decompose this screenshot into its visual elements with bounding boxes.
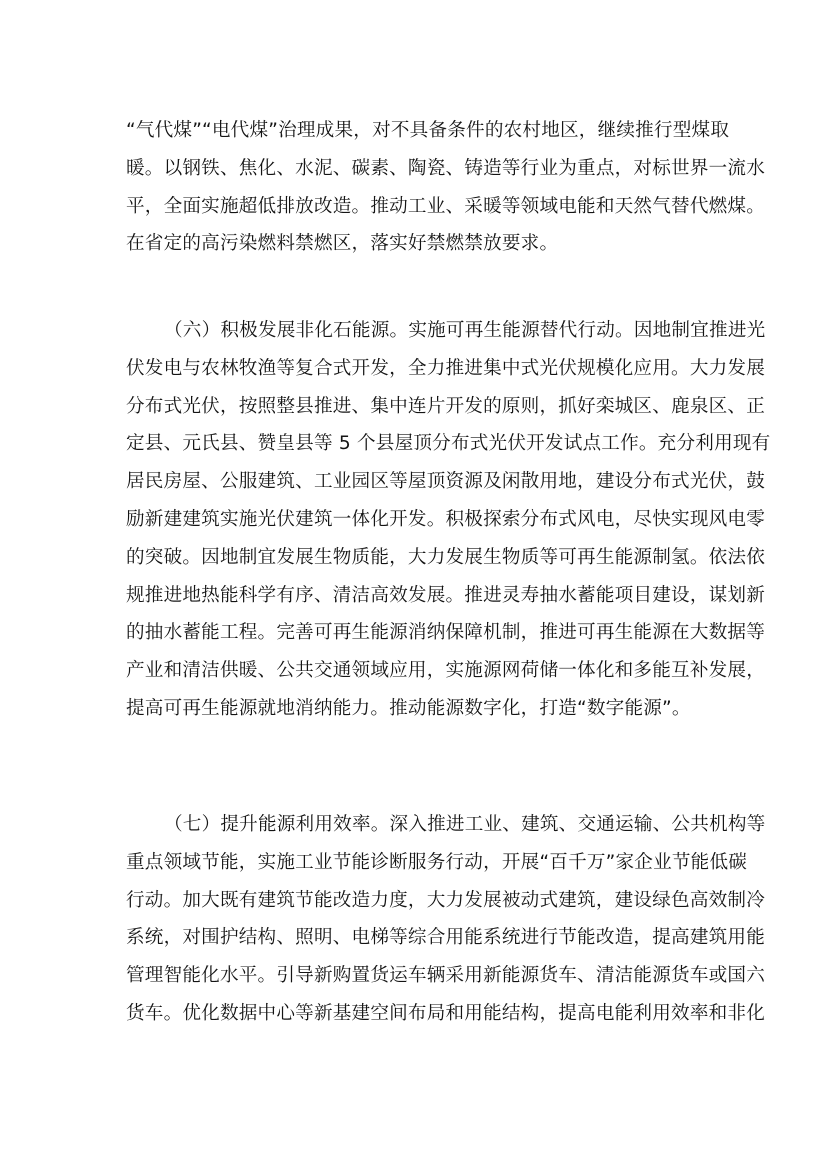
paragraph-coal-replacement [126,112,765,263]
text-line: 重点领域节能，实施工业节能诊断服务行动，开展“百千万”家企业节能低碳 [126,851,748,873]
text-line: 在省定的高污染燃料禁燃区，落实好禁燃禁放要求。 [126,233,559,255]
text-line: （六）积极发展非化石能源。实施可再生能源替代行动。因地制宜推进光 [164,320,766,341]
text-line: “气代煤”“电代煤”治理成果，对不具备条件的农村地区，继续推行型煤取 [126,120,730,141]
text-line: 的抽水蓄能工程。完善可再生能源消纳保障机制，推进可再生能源在大数据等 [126,622,765,644]
text-line: 行动。加大既有建筑节能改造力度，大力发展被动式建筑，建设绿色高效制冷 [126,889,765,911]
text-line: 分布式光伏，按照整县推进、集中连片开发的原则，抓好栾城区、鹿泉区、正 [126,395,765,417]
text-line: 的突破。因地制宜发展生物质能，大力发展生物质等可再生能源制氢。依法依 [126,546,765,568]
text-line: 管理智能化水平。引导新购置货运车辆采用新能源货车、清洁能源货车或国六 [126,965,765,987]
text-line: （七）提升能源利用效率。深入推进工业、建筑、交通运输、公共机构等 [164,814,766,835]
text-line: 励新建建筑实施光伏建筑一体化开发。积极探索分布式风电，尽快实现风电零 [126,508,765,530]
text-line: 居民房屋、公服建筑、工业园区等屋顶资源及闲散用地，建设分布式光伏，鼓 [126,471,765,493]
text-line: 系统，对围护结构、照明、电梯等综合用能系统进行节能改造，提高建筑用能 [126,927,765,949]
paragraph-energy-efficiency [126,806,766,1033]
text-line: 暖。以钢铁、焦化、水泥、碳素、陶瓷、铸造等行业为重点，对标世界一流水 [126,157,765,179]
text-line: 提高可再生能源就地消纳能力。推动能源数字化，打造“数字能源”。 [126,697,691,719]
text-line: 货车。优化数据中心等新基建空间布局和用能结构，提高电能利用效率和非化 [126,1002,765,1024]
paragraph-non-fossil-energy [126,312,771,728]
text-line: 平，全面实施超低排放改造。推动工业、采暖等领域电能和天然气替代燃煤。 [126,195,765,217]
text-line: 产业和清洁供暖、公共交通领域应用，实施源网荷储一体化和多能互补发展， [126,660,765,682]
text-line: 规推进地热能科学有序、清洁高效发展。推进灵寿抽水蓄能项目建设，谋划新 [126,584,765,606]
text-line: 定县、元氏县、赞皇县等 5 个县屋顶分布式光伏开发试点工作。充分利用现有 [126,433,771,455]
text-line: 伏发电与农林牧渔等复合式开发，全力推进集中式光伏规模化应用。大力发展 [126,357,765,379]
